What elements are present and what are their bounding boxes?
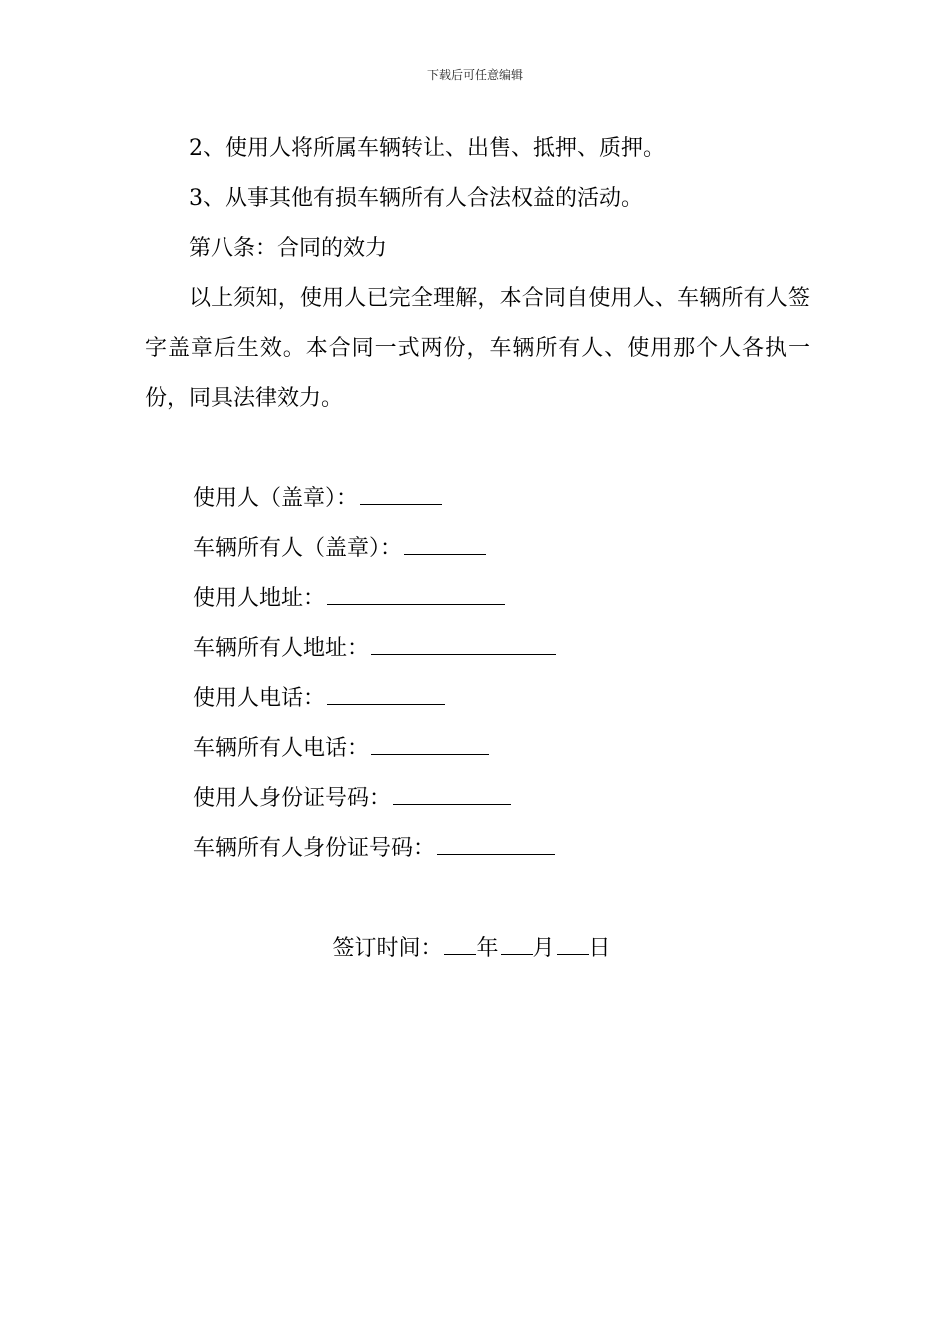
year-label: 年 xyxy=(476,936,499,961)
phone-blank[interactable] xyxy=(371,734,489,755)
signature-blank[interactable] xyxy=(404,534,486,555)
signing-date-label: 签订时间： xyxy=(332,936,443,961)
id-number-blank[interactable] xyxy=(437,834,555,855)
field-user-phone xyxy=(145,674,810,724)
address-blank[interactable] xyxy=(327,584,505,605)
field-owner-phone xyxy=(145,724,810,774)
section-spacer xyxy=(145,874,810,924)
field-label: 使用人身份证号码： xyxy=(193,786,392,811)
month-blank[interactable] xyxy=(501,934,533,955)
field-user-address xyxy=(145,574,810,624)
section-spacer xyxy=(145,424,810,474)
clause-item-2: 2、使用人将所属车辆转让、出售、抵押、质押。 xyxy=(189,136,665,161)
field-owner-seal xyxy=(145,524,810,574)
day-blank[interactable] xyxy=(557,934,589,955)
field-label: 车辆所有人电话： xyxy=(193,736,370,761)
contract-body xyxy=(145,124,810,974)
signature-section xyxy=(145,474,810,874)
id-number-blank[interactable] xyxy=(393,784,511,805)
field-user-seal xyxy=(145,474,810,524)
field-owner-id-number xyxy=(145,824,810,874)
clause-item-3: 3、从事其他有损车辆所有人合法权益的活动。 xyxy=(189,186,643,211)
article-8-body: 以上须知，使用人已完全理解，本合同自使用人、车辆所有人签字盖章后生效。本合同一式两份，车辆所有人、使用那个人各执一份，同具法律效力。 xyxy=(145,286,810,411)
phone-blank[interactable] xyxy=(327,684,445,705)
header-note: 下载后可任意编辑 xyxy=(426,68,523,82)
field-label: 车辆所有人身份证号码： xyxy=(193,836,436,861)
field-user-id-number xyxy=(145,774,810,824)
address-blank[interactable] xyxy=(371,634,556,655)
signature-blank[interactable] xyxy=(360,484,442,505)
field-label: 车辆所有人地址： xyxy=(193,636,370,661)
field-label: 使用人地址： xyxy=(193,586,326,611)
field-label: 使用人电话： xyxy=(193,686,326,711)
field-label: 使用人（盖章）： xyxy=(193,486,359,511)
day-label: 日 xyxy=(588,936,611,961)
article-8-title: 第八条：合同的效力 xyxy=(189,236,388,261)
signing-date-line xyxy=(145,924,810,974)
field-owner-address xyxy=(145,624,810,674)
year-blank[interactable] xyxy=(444,934,476,955)
month-label: 月 xyxy=(532,936,555,961)
field-label: 车辆所有人（盖章）： xyxy=(193,536,403,561)
